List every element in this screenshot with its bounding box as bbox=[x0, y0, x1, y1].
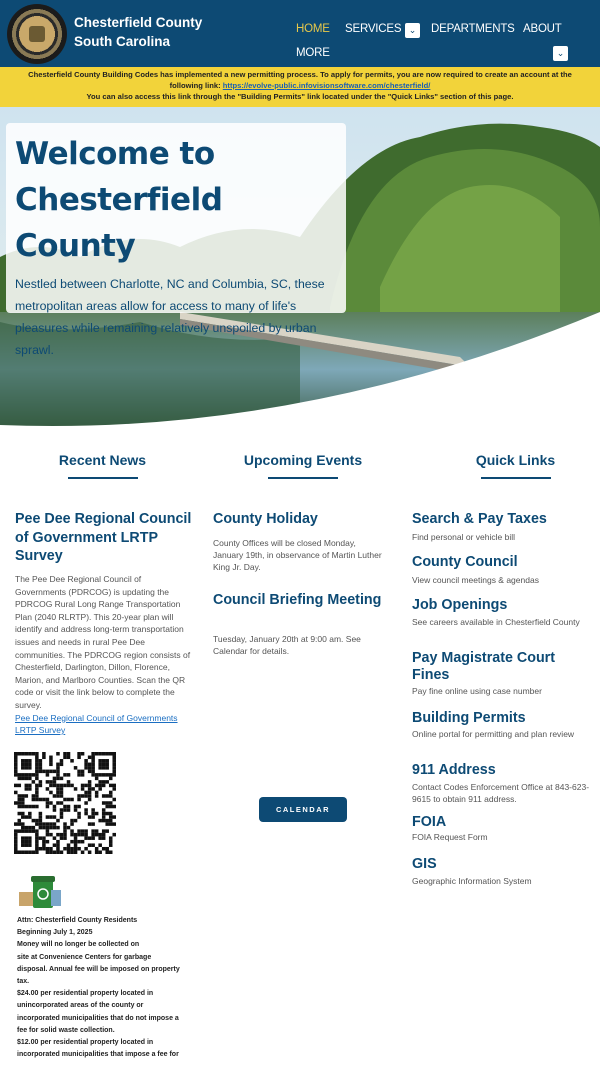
quick-link-desc: Find personal or vehicle bill bbox=[412, 532, 515, 542]
upcoming-events-heading bbox=[232, 452, 374, 479]
notice-line: Beginning July 1, 2025 bbox=[17, 929, 93, 937]
county-seal-logo[interactable] bbox=[7, 4, 67, 64]
quick-link-building-permits[interactable]: Building Permits bbox=[412, 710, 526, 726]
notice-line: incorporated municipalities that do not impose a bbox=[17, 1014, 179, 1022]
quick-links-heading-text: Quick Links bbox=[475, 452, 556, 468]
event-title-council-briefing[interactable]: Council Briefing Meeting bbox=[213, 592, 382, 608]
notice-line: incorporated municipalities that impose a fee for bbox=[17, 1051, 179, 1059]
quick-link-county-council[interactable]: County Council bbox=[412, 554, 518, 570]
quick-link-magistrate-fines[interactable]: Pay Magistrate Court Fines bbox=[412, 650, 556, 683]
welcome-text: Nestled between Charlotte, NC and Columbia, SC, these metropolitan areas allow for access to many of life's pleasures while remaining relatively unspoiled by urban sprawl. bbox=[15, 277, 325, 357]
quick-link-gis[interactable]: GIS bbox=[412, 856, 437, 872]
welcome-heading-line2: Chesterfield County bbox=[15, 182, 223, 264]
event-title-county-holiday[interactable]: County Holiday bbox=[213, 511, 318, 527]
quick-link-desc: Pay fine online using case number bbox=[412, 686, 542, 696]
quick-link-desc: Online portal for permitting and plan review bbox=[412, 729, 575, 739]
notice-line: fee for solid waste collection. bbox=[17, 1026, 115, 1034]
welcome-heading bbox=[15, 131, 338, 269]
welcome-heading-line1: Welcome to bbox=[15, 136, 215, 172]
quick-link-desc: See careers available in Chesterfield County bbox=[412, 617, 580, 627]
news-item-title[interactable]: Pee Dee Regional Council of Government LRTP Survey bbox=[15, 511, 192, 564]
quick-link-search-pay-taxes[interactable]: Search & Pay Taxes bbox=[412, 511, 547, 527]
nav-home[interactable]: HOME bbox=[296, 23, 330, 35]
news-item-body bbox=[15, 573, 193, 737]
notice-line: Attn: Chesterfield County Residents bbox=[17, 917, 138, 924]
recent-news-heading-text: Recent News bbox=[58, 452, 147, 468]
quick-link-desc: Contact Codes Enforcement Office at 843-623-9615 to obtain 911 address. bbox=[412, 782, 590, 805]
notice-line: unincorporated areas of the county or bbox=[17, 1002, 144, 1010]
news-body-text: The Pee Dee Regional Council of Governments (PDRCOG) is updating the PDRCOG Rural Long Range Transportation Plan (2040 RLRTP). This 20-year plan will identify and address long-term transportation issues and needs in rural Pee Dee communities. The PDRCOG region consists of Chesterfield, Darlington, Dillon, Florence, Marion, and Marlboro Counties. Scan the QR code or visit the link below to complete the survey. bbox=[15, 574, 191, 710]
quick-link-desc: FOIA Request Form bbox=[412, 832, 488, 842]
quick-link-desc: View council meetings & agendas bbox=[412, 575, 539, 585]
alert-banner bbox=[0, 67, 600, 107]
quick-link-desc: Geographic Information System bbox=[412, 876, 532, 886]
nav-about[interactable]: ABOUT bbox=[523, 23, 562, 35]
site-title[interactable] bbox=[74, 13, 202, 51]
quick-links-heading bbox=[448, 452, 583, 479]
alert-link[interactable]: https://evolve-public.infovisionsoftware.com/chesterfield/ bbox=[222, 81, 431, 90]
notice-line: $12.00 per residential property located in bbox=[17, 1039, 154, 1047]
site-header bbox=[0, 0, 600, 67]
quick-link-911-address[interactable]: 911 Address bbox=[412, 762, 496, 778]
calendar-button[interactable]: CALENDAR bbox=[259, 797, 347, 822]
notice-line: Money will no longer be collected on bbox=[17, 941, 140, 949]
notice-line: tax. bbox=[17, 978, 30, 986]
welcome-card bbox=[6, 123, 346, 357]
recent-news-heading bbox=[40, 452, 165, 479]
survey-qr-code bbox=[14, 752, 116, 854]
site-title-line1: Chesterfield County bbox=[74, 15, 203, 30]
site-title-line2: South Carolina bbox=[74, 34, 171, 49]
recycling-bin-icon bbox=[17, 870, 63, 910]
event-body-council-briefing: Tuesday, January 20th at 9:00 am. See Calendar for details. bbox=[213, 634, 361, 657]
services-dropdown-icon[interactable]: ⌄ bbox=[405, 23, 420, 38]
quick-link-job-openings[interactable]: Job Openings bbox=[412, 597, 508, 613]
event-body-county-holiday: County Offices will be closed Monday, January 19th, in observance of Martin Luther King Jr. Day. bbox=[213, 538, 382, 573]
news-survey-link[interactable]: Pee Dee Regional Council of Governments LRTP Survey bbox=[15, 712, 178, 736]
notice-line: $24.00 per residential property located in bbox=[17, 990, 154, 998]
more-dropdown-icon[interactable]: ⌄ bbox=[553, 46, 568, 61]
hero-section bbox=[0, 107, 600, 427]
notice-line: disposal. Annual fee will be imposed on property bbox=[17, 965, 180, 973]
alert-text-1: Chesterfield County Building Codes has implemented a new permitting process. To apply for permits, you are now required to create an account at the following link: bbox=[28, 70, 572, 90]
upcoming-events-heading-text: Upcoming Events bbox=[243, 452, 363, 468]
waste-fee-notice bbox=[17, 915, 195, 1061]
nav-departments[interactable]: DEPARTMENTS bbox=[431, 23, 515, 35]
nav-more[interactable]: MORE bbox=[296, 47, 330, 59]
quick-link-foia[interactable]: FOIA bbox=[412, 814, 447, 830]
notice-line: site at Convenience Centers for garbage bbox=[17, 953, 152, 961]
alert-text-2: You can also access this link through the "Building Permits" link located under the "Quick Links" section of this page. bbox=[86, 92, 514, 101]
nav-services[interactable]: SERVICES bbox=[345, 23, 402, 35]
